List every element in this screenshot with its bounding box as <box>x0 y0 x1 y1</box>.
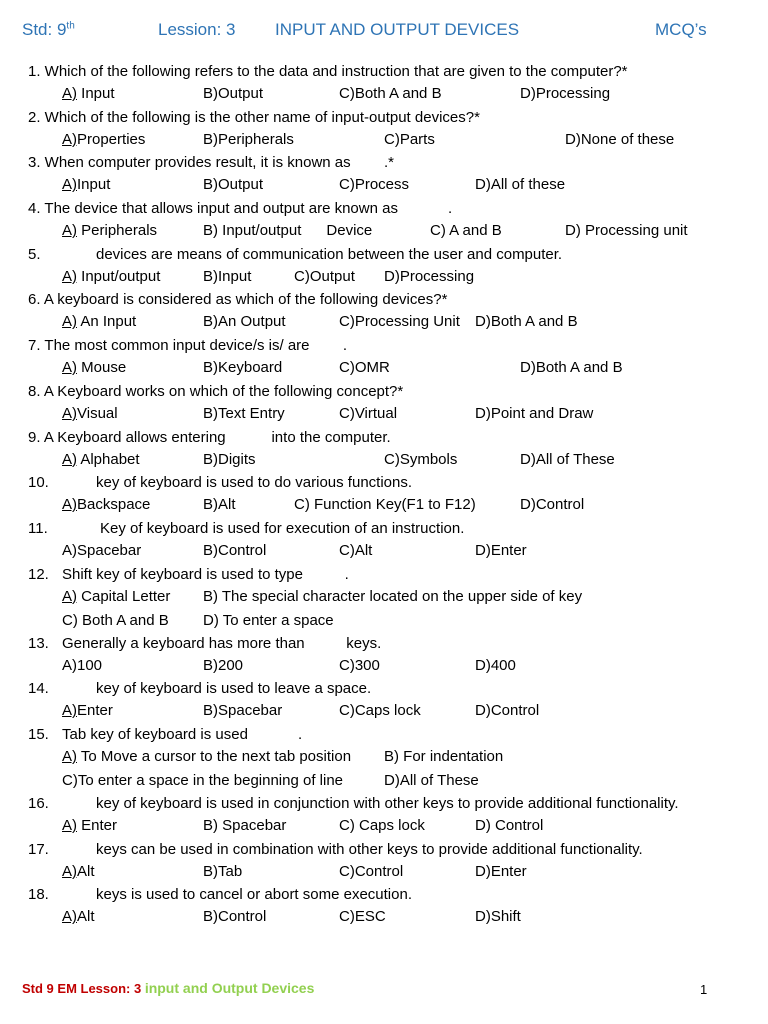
option-a <box>62 655 102 677</box>
option-text: 400 <box>490 656 516 674</box>
question-stem: 7. The most common input device/s is/ are . <box>28 337 348 355</box>
option-a <box>62 586 170 608</box>
option-letter: C) <box>339 816 355 834</box>
question-1 <box>0 61 768 107</box>
option-text: Alt <box>218 496 236 514</box>
option-c <box>339 906 386 928</box>
option-letter: A) <box>62 450 77 468</box>
question-11 <box>0 518 768 564</box>
option-text: OMR <box>354 359 390 377</box>
question-9 <box>0 427 768 473</box>
option-d <box>475 403 593 425</box>
option-text: A and B <box>445 222 502 240</box>
option-d <box>520 494 584 516</box>
option-text: Processing <box>535 85 611 102</box>
option-text: Both A and B <box>490 313 578 331</box>
option-letter: A) <box>62 747 77 765</box>
question-stem: 4. The device that allows input and output are known as . <box>28 200 453 218</box>
question-stem: 6. A keyboard is considered as which of the following devices?* <box>28 291 448 309</box>
option-letter: B) <box>203 656 218 674</box>
option-text: Symbols <box>399 450 458 468</box>
option-text: Alt <box>354 541 373 559</box>
question-4 <box>0 198 768 244</box>
option-letter: D) <box>565 222 581 240</box>
option-letter: D) <box>203 611 219 629</box>
option-text: Control <box>218 541 267 559</box>
option-letter: A) <box>62 702 77 720</box>
option-d <box>475 655 516 677</box>
option-a <box>62 403 118 425</box>
option-letter: C) <box>339 702 355 720</box>
option-a <box>62 449 140 471</box>
option-letter: B) <box>203 541 218 559</box>
option-d <box>475 174 565 196</box>
option-b <box>203 815 286 837</box>
question-number: 10. <box>28 474 49 492</box>
option-letter: B) <box>203 496 218 514</box>
question-list <box>0 61 768 930</box>
option-letter: A) <box>62 541 77 559</box>
option-c <box>384 449 457 471</box>
option-letter: C) <box>339 404 355 422</box>
option-c <box>62 770 343 792</box>
option-c <box>339 540 372 562</box>
option-c <box>339 403 397 425</box>
option-text: None of these <box>580 130 675 148</box>
option-text: Caps lock <box>354 816 425 834</box>
option-letter: B) <box>203 85 218 102</box>
option-a <box>62 266 160 288</box>
option-text: Input <box>77 176 111 194</box>
question-15 <box>0 724 768 793</box>
option-text: Output <box>218 176 264 194</box>
question-16 <box>0 793 768 839</box>
option-a <box>62 174 110 196</box>
question-8 <box>0 381 768 427</box>
option-a <box>62 311 136 333</box>
option-a <box>62 83 115 105</box>
option-c <box>339 311 460 333</box>
option-letter: A) <box>62 656 77 674</box>
option-a <box>62 357 126 379</box>
option-letter: D) <box>520 85 536 102</box>
question-text: key of keyboard is used in conjunction with other keys to provide additional functionality. <box>96 794 679 812</box>
option-b <box>203 540 266 562</box>
option-text: All of These <box>399 771 479 789</box>
option-b <box>203 586 582 608</box>
option-c <box>339 815 425 837</box>
option-letter: D) <box>475 816 491 834</box>
option-text: To enter a space <box>218 611 334 629</box>
option-text: Shift <box>490 908 521 926</box>
option-text: Peripherals <box>77 222 158 240</box>
option-text: Parts <box>399 130 435 148</box>
option-text: Spacebar <box>218 702 283 720</box>
option-letter: D) <box>520 359 536 377</box>
question-number: 15. <box>28 725 49 743</box>
option-b <box>203 449 256 471</box>
option-text: 300 <box>354 656 380 674</box>
question-text: Key of keyboard is used for execution of an instruction. <box>100 519 465 537</box>
option-letter: C) <box>384 450 400 468</box>
question-stem: 8. A Keyboard works on which of the following concept?* <box>28 382 404 400</box>
option-text: Digits <box>218 450 256 468</box>
option-c <box>339 174 409 196</box>
option-d <box>520 357 623 379</box>
option-letter: C) <box>339 908 355 926</box>
question-text: keys can be used in combination with other keys to provide additional functionality. <box>96 840 643 858</box>
option-d <box>475 906 521 928</box>
option-d <box>384 770 479 792</box>
question-2 <box>0 107 768 153</box>
option-d <box>475 700 539 722</box>
option-letter: A) <box>62 862 77 880</box>
option-c <box>294 494 476 516</box>
option-text: 200 <box>218 656 244 674</box>
option-letter: C) <box>339 176 355 194</box>
option-b <box>203 403 285 425</box>
option-letter: C) <box>339 541 355 559</box>
option-b <box>203 220 372 242</box>
option-text: Spacebar <box>77 541 142 559</box>
option-b <box>203 83 263 105</box>
question-stem: 2. Which of the following is the other name of input-output devices?* <box>28 108 480 126</box>
option-letter: D) <box>520 450 536 468</box>
option-letter: A) <box>62 587 77 605</box>
question-number: 13. <box>28 634 49 652</box>
option-text: Control <box>535 496 585 514</box>
option-letter: D) <box>565 130 581 148</box>
option-b <box>203 494 236 516</box>
option-letter: B) <box>203 862 218 880</box>
option-text: Control <box>218 908 267 926</box>
question-text: Shift key of keyboard is used to type . <box>62 565 349 583</box>
option-text: Function Key(F1 to F12) <box>309 496 476 514</box>
footer: Std 9 EM Lesson: 3 input and Output Devices <box>22 980 315 996</box>
option-c <box>339 357 390 379</box>
question-10 <box>0 472 768 518</box>
option-letter: A) <box>62 176 77 194</box>
option-letter: B) <box>384 747 399 765</box>
question-stem: 1. Which of the following refers to the data and instruction that are given to the computer?* <box>28 63 628 80</box>
option-letter: D) <box>475 541 491 559</box>
question-number: 18. <box>28 886 49 904</box>
option-text: All of These <box>535 450 615 468</box>
question-7 <box>0 335 768 381</box>
option-text: Output <box>309 267 355 285</box>
question-text: keys is used to cancel or abort some execution. <box>96 886 412 904</box>
question-text: devices are means of communication between the user and computer. <box>96 245 563 263</box>
option-d <box>565 129 674 151</box>
option-a <box>62 861 95 883</box>
question-18 <box>0 884 768 930</box>
question-13 <box>0 633 768 679</box>
option-text: Control <box>490 702 540 720</box>
option-a <box>62 540 141 562</box>
option-text: Processing Unit <box>354 313 460 331</box>
option-d <box>475 311 578 333</box>
option-letter: C) <box>339 359 355 377</box>
option-b <box>203 357 282 379</box>
option-letter: D) <box>475 862 491 880</box>
option-text: Input/output Device <box>218 222 373 240</box>
option-a <box>62 494 150 516</box>
option-letter: B) <box>203 130 218 148</box>
header-std: Std: 9th <box>22 20 75 39</box>
option-text: Caps lock <box>354 702 421 720</box>
option-text: Input <box>218 267 252 285</box>
option-letter: A) <box>62 496 77 514</box>
option-b <box>203 174 263 196</box>
question-14 <box>0 678 768 724</box>
question-number: 14. <box>28 680 49 698</box>
option-letter: A) <box>62 267 77 285</box>
question-5 <box>0 244 768 290</box>
option-text: Alt <box>77 862 95 880</box>
option-letter: C) <box>294 496 310 514</box>
option-text: Enter <box>77 816 118 834</box>
option-text: Text Entry <box>218 404 285 422</box>
option-d <box>565 220 688 242</box>
question-12 <box>0 564 768 633</box>
option-b <box>203 129 294 151</box>
option-b <box>203 700 282 722</box>
option-letter: A) <box>62 222 77 240</box>
option-c <box>339 861 403 883</box>
option-letter: A) <box>62 816 77 834</box>
option-letter: A) <box>62 130 77 148</box>
option-letter: B) <box>203 267 218 285</box>
option-d <box>520 83 610 105</box>
option-letter: A) <box>62 85 77 102</box>
option-text: Alphabet <box>77 450 140 468</box>
question-number: 16. <box>28 794 49 812</box>
option-d <box>203 610 334 632</box>
option-text: Both A and B <box>535 359 623 377</box>
option-c <box>430 220 502 242</box>
option-letter: C) <box>339 656 355 674</box>
option-a <box>62 700 113 722</box>
option-text: Alt <box>77 908 95 926</box>
option-text: Processing unit <box>580 222 688 240</box>
option-letter: D) <box>475 404 491 422</box>
option-text: Tab <box>218 862 243 880</box>
option-c <box>339 700 421 722</box>
option-letter: D) <box>475 702 491 720</box>
option-text: Process <box>354 176 410 194</box>
option-c <box>339 83 442 105</box>
option-c <box>339 655 380 677</box>
option-c <box>384 129 435 151</box>
option-text: Mouse <box>77 359 127 377</box>
option-letter: D) <box>475 908 491 926</box>
question-text: Generally a keyboard has more than keys. <box>62 634 382 652</box>
option-text: Processing <box>399 267 475 285</box>
option-c <box>294 266 355 288</box>
option-letter: B) <box>203 176 218 194</box>
option-text: All of these <box>490 176 566 194</box>
option-letter: C) <box>384 130 400 148</box>
option-text: Both A and B <box>354 85 442 102</box>
option-letter: A) <box>62 359 77 377</box>
option-text: Point and Draw <box>490 404 594 422</box>
option-text: Properties <box>77 130 146 148</box>
question-number: 5. <box>28 245 41 263</box>
option-b <box>203 311 286 333</box>
option-text: Keyboard <box>218 359 283 377</box>
option-b <box>203 266 251 288</box>
option-text: To Move a cursor to the next tab position <box>77 747 352 765</box>
option-text: Peripherals <box>218 130 294 148</box>
question-17 <box>0 839 768 885</box>
option-letter: D) <box>520 496 536 514</box>
option-text: An Output <box>218 313 286 331</box>
option-letter: B) <box>203 450 218 468</box>
option-b <box>203 861 242 883</box>
option-letter: D) <box>475 656 491 674</box>
page-number: 1 <box>700 982 708 997</box>
option-a <box>62 815 117 837</box>
question-number: 17. <box>28 840 49 858</box>
option-letter: B) <box>203 702 218 720</box>
option-text: Enter <box>77 702 113 720</box>
option-text: Virtual <box>354 404 398 422</box>
option-text: Control <box>490 816 544 834</box>
option-text: Enter <box>490 862 527 880</box>
option-letter: A) <box>62 404 77 422</box>
option-letter: C) <box>339 85 355 102</box>
question-6 <box>0 289 768 335</box>
option-a <box>62 906 95 928</box>
option-text: An Input <box>77 313 137 331</box>
option-text: Enter <box>490 541 527 559</box>
option-text: For indentation <box>399 747 504 765</box>
option-letter: B) <box>203 313 218 331</box>
option-text: To enter a space in the beginning of line <box>77 771 344 789</box>
question-text: key of keyboard is used to leave a space. <box>96 680 372 698</box>
option-text: ESC <box>354 908 386 926</box>
option-a <box>62 746 351 768</box>
option-letter: C) <box>62 611 78 629</box>
question-text: key of keyboard is used to do various functions. <box>96 474 413 492</box>
option-text: Backspace <box>77 496 151 514</box>
option-text: The special character located on the upper side of key <box>218 587 583 605</box>
option-text: Input/output <box>77 267 161 285</box>
option-letter: D) <box>475 313 491 331</box>
option-c <box>62 610 169 632</box>
option-text: 100 <box>77 656 103 674</box>
option-letter: C) <box>339 862 355 880</box>
header-lesson: Lession: 3 <box>158 20 236 39</box>
option-text: Input <box>77 85 115 102</box>
option-text: Capital Letter <box>77 587 171 605</box>
header-mcq: MCQ’s <box>655 20 707 39</box>
option-letter: D) <box>384 771 400 789</box>
question-3 <box>0 152 768 198</box>
option-a <box>62 220 157 242</box>
option-text: Output <box>218 85 264 102</box>
header-title: INPUT AND OUTPUT DEVICES <box>275 20 520 39</box>
option-letter: C) <box>430 222 446 240</box>
option-b <box>203 906 266 928</box>
option-letter: B) <box>203 222 218 240</box>
option-b <box>203 655 243 677</box>
option-letter: A) <box>62 908 77 926</box>
option-b <box>384 746 503 768</box>
option-letter: B) <box>203 587 218 605</box>
option-a <box>62 129 145 151</box>
question-number: 11. <box>28 519 48 537</box>
option-text: Visual <box>77 404 118 422</box>
option-d <box>384 266 474 288</box>
option-letter: D) <box>475 176 491 194</box>
option-d <box>475 815 543 837</box>
question-text: Tab key of keyboard is used . <box>62 725 303 743</box>
option-letter: B) <box>203 359 218 377</box>
option-letter: B) <box>203 404 218 422</box>
option-letter: C) <box>62 771 78 789</box>
option-d <box>520 449 615 471</box>
question-stem: 3. When computer provides result, it is known as .* <box>28 154 394 172</box>
option-letter: C) <box>339 313 355 331</box>
option-d <box>475 540 527 562</box>
option-letter: B) <box>203 816 218 834</box>
question-stem: 9. A Keyboard allows entering into the computer. <box>28 428 391 446</box>
option-letter: B) <box>203 908 218 926</box>
option-letter: D) <box>384 267 400 285</box>
option-text: Control <box>354 862 404 880</box>
option-d <box>475 861 527 883</box>
option-letter: A) <box>62 313 77 331</box>
option-text: Both A and B <box>77 611 169 629</box>
question-number: 12. <box>28 565 49 583</box>
option-letter: C) <box>294 267 310 285</box>
option-text: Spacebar <box>218 816 287 834</box>
